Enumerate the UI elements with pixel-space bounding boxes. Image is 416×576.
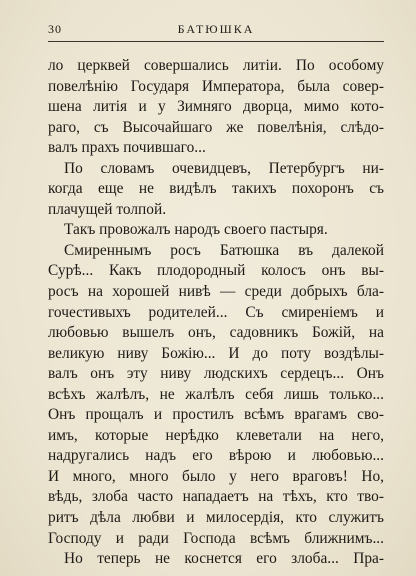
text-line: Смиреннымъ росъ Батюшка въ далекой xyxy=(64,241,384,259)
text-line: Господу и ради Господа всѣмъ ближнимъ... xyxy=(48,529,384,547)
text-line: Онъ прощалъ и простилъ всѣмъ врагамъ сво- xyxy=(48,406,384,424)
text-line: гочестивыхъ родителей... Съ смиреніемъ и xyxy=(48,303,384,321)
body-text xyxy=(48,56,384,570)
text-line: любовью вышелъ онъ, садовникъ Божій, на xyxy=(48,324,384,342)
text-line: По словамъ очевидцевъ, Петербургъ ни- xyxy=(64,159,384,177)
text-line: когда еще не видѣлъ такихъ похоронъ съ xyxy=(48,180,384,198)
text-line: И много, много было у него враговъ! Но, xyxy=(48,467,384,485)
text-line: вѣдь, злоба часто нападаетъ на тѣхъ, кто тво- xyxy=(48,488,384,506)
text-line: повелѣнію Государя Императора, была совер- xyxy=(48,77,384,95)
running-title: БАТЮШКА xyxy=(177,22,255,36)
text-line: шена литія и у Зимняго дворца, мимо кото- xyxy=(48,98,384,116)
text-line: раго, съ Высочайшаго же повелѣнія, слѣдо- xyxy=(48,118,384,136)
text-line: Такъ провожалъ народъ своего пастыря. xyxy=(64,221,328,239)
text-line: всѣхъ жалѣлъ, не жалѣлъ себя лишь только... xyxy=(48,385,384,403)
text-line: ло церквей совершались литіи. По особому xyxy=(48,57,384,74)
text-line: великую ниву Божію... И до поту воздѣлы- xyxy=(48,344,384,362)
text-line: валъ прахъ почившаго... xyxy=(48,139,206,157)
text-line: Сурѣ... Какъ плодородный колосъ онъ вы- xyxy=(48,262,384,280)
text-line: Но теперь не коснется его злоба... Пра- xyxy=(64,550,384,568)
text-line: валъ онъ эту ниву людскихъ сердецъ... Онъ xyxy=(48,365,384,383)
page-number: 30 xyxy=(48,22,62,36)
header-rule xyxy=(48,41,384,42)
text-line: ритъ дѣла любви и милосердія, кто служитъ xyxy=(48,509,384,527)
text-line: росъ на хорошей нивѣ — среди добрыхъ бла- xyxy=(48,283,384,301)
page-header xyxy=(48,22,384,40)
text-line: надругались надъ его вѣрою и любовью... xyxy=(48,447,384,465)
text-line: имъ, которые нерѣдко клеветали на него, xyxy=(48,426,384,444)
text-line: плачущей толпой. xyxy=(48,200,167,218)
